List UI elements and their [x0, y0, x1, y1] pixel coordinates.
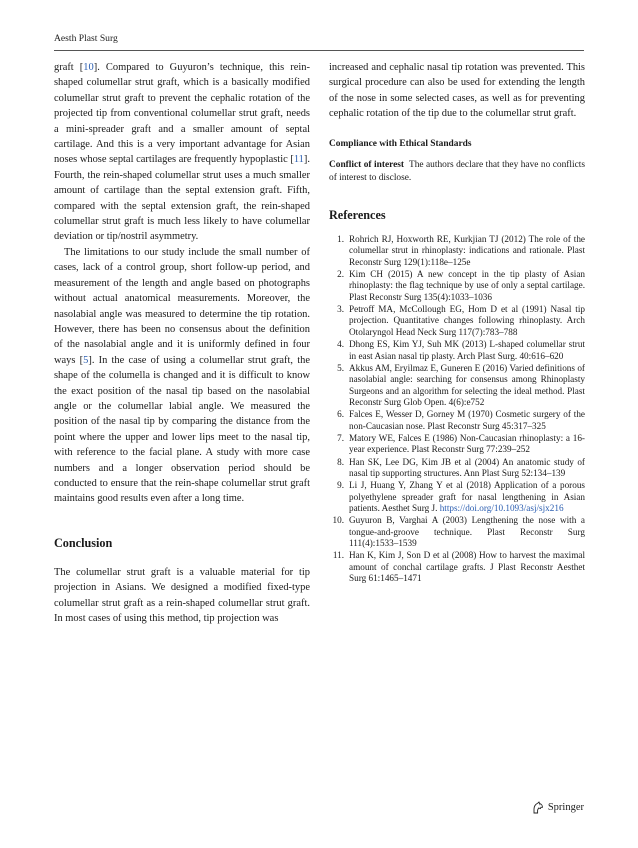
reference-number: 11. [332, 550, 344, 561]
reference-text: Falces E, Wesser D, Gorney M (1970) Cosmetic surgery of the non-Caucasian nose. Plast Reconstr Surg 45:317–325 [349, 409, 585, 431]
reference-number: 5. [337, 362, 344, 373]
reference-item [329, 515, 585, 550]
coi-label: Conflict of interest [329, 159, 405, 170]
coi-text: The authors declare that they have no conflicts of interest to disclose. [329, 159, 586, 183]
references-heading: References [329, 207, 386, 222]
reference-number: 10. [332, 515, 344, 526]
reference-item [329, 339, 585, 362]
reference-number: 1. [337, 233, 344, 244]
conflict-of-interest [329, 159, 585, 185]
reference-text: Matory WE, Falces E (1986) Non-Caucasian rhinoplasty: a 16-year experience. Plast Reconstr Surg 77:239–252 [349, 432, 585, 455]
reference-item [329, 480, 585, 515]
reference-item [329, 457, 585, 480]
right-column [329, 60, 585, 586]
ethics-heading: Compliance with Ethical Standards [329, 138, 472, 149]
conclusion-continuation: increased and cephalic nasal tip rotation was prevented. This surgical procedure can also be used for extending the length of the nose in some selected cases, as well as for preventing cephalic rotation of the tip due to the columellar strut graft. [329, 62, 585, 120]
reference-item [329, 550, 585, 585]
citation-link-11[interactable]: 11 [293, 154, 304, 166]
reference-number: 3. [337, 303, 344, 314]
reference-text: Rohrich RJ, Hoxworth RE, Kurkjian TJ (2012) The role of the columellar strut in rhinoplasty: indications and rationale. Plast Reconstr Surg 129(1):118e–125e [349, 233, 585, 267]
citation-link-5[interactable]: 5 [83, 354, 89, 366]
reference-number: 4. [337, 339, 344, 350]
springer-horse-icon [532, 801, 544, 814]
reference-item [329, 304, 585, 339]
reference-text: Petroff MA, McCollough EG, Hom D et al (1991) Nasal tip projection. Quantitative changes following rhinoplasty. Arch Otolaryngol Head Neck Surg 117(7):783–788 [349, 303, 585, 337]
reference-text: Li J, Huang Y, Zhang Y et al (2018) Application of a porous polyethylene spreader graft for nasal lengthening in Asian patients. Aesthet Surg J. [349, 480, 585, 514]
reference-text: Guyuron B, Varghai A (2003) Lengthening the nose with a tongue-and-groove technique. Plast Reconstr Surg 111(4):1533–1539 [349, 515, 585, 549]
discussion-paragraph-2: The limitations to our study include the small number of cases, lack of a control group, short follow-up period, and measurement of the length and angle based on photographs without actual anatomical measurements. Moreover, the nasolabial angle was measured to determine the tip rotation. However, there has been no consensus about the definition of the nasolabial angle and it is uniformly defined in four ways [5]. In the case of using a columellar strut graft, the shape of the columella is changed and it is difficult to know the exact position of the nasal tip based on the nasolabial angle or the columellar labial angle. We measured the position of the nasal tip by comparing the distance from the point where the upper and lower lips meet to the nasal tip, with reference to the facial plane. A study with more case numbers and a longer observation period should be conducted to ensure that the rein-shape columellar strut graft maintains good results even after a long time. [54, 246, 310, 505]
conclusion-paragraph: The columellar strut graft is a valuable material for tip projection in Asians. We designed a modified fixed-type columellar strut graft as a rein-shaped columellar strut graft. In most cases of using this method, tip projection was [54, 566, 310, 624]
reference-text: Han K, Kim J, Son D et al (2008) How to harvest the maximal amount of conchal cartilage grafts. J Plast Reconstr Aesthet Surg 61:1465–1471 [349, 550, 585, 584]
references-list [329, 234, 585, 585]
reference-item [329, 433, 585, 456]
reference-number: 7. [337, 432, 344, 443]
reference-text: Akkus AM, Eryilmaz E, Guneren E (2016) Varied definitions of nasolabial angle: searching for consensus among Rhinoplasty Surgeons and an algorithm for selecting the ideal method. Plast Reconstr Surg Glob Open. 4(6):e752 [349, 362, 585, 408]
reference-item [329, 234, 585, 269]
discussion-paragraph-1: graft [10]. Compared to Guyuron’s technique, this rein-shaped columellar strut graft, which is a basically modified columellar strut graft to prevent the cephalic rotation of the projected tip from conventional columellar strut graft, needs a mini-spreader graft and a smaller amount of septal cartilage. And this is a very important advantage for Asian noses whose septal cartilages are frequently hypoplastic [11]. Fourth, the rein-shaped columellar strut uses a much smaller amount of cartilage than the septal extension graft. Fifth, compared with the septal extension graft, the rein-shaped columellar strut graft is much less likely to have columellar deviation or tip/nostril asymmetry. [54, 62, 310, 243]
reference-text: Dhong ES, Kim YJ, Suh MK (2013) L-shaped columellar strut in east Asian nasal tip plasty. Arch Plast Surg. 40:616–620 [349, 339, 585, 361]
conclusion-heading: Conclusion [54, 535, 113, 550]
citation-link-10[interactable]: 10 [83, 62, 94, 73]
left-column [54, 60, 310, 626]
reference-number: 8. [337, 456, 344, 467]
reference-number: 2. [337, 268, 344, 279]
running-header: Aesth Plast Surg [54, 33, 118, 44]
reference-number: 6. [337, 409, 344, 420]
reference-text: Kim CH (2015) A new concept in the tip plasty of Asian rhinoplasty: the flag technique by use of only a septal cartilage. Plast Reconstr Surg 135(4):1033–1036 [349, 268, 585, 302]
reference-text: Han SK, Lee DG, Kim JB et al (2004) An anatomic study of nasal tip supporting structures. Ann Plast Surg 52:134–139 [349, 456, 585, 479]
header-rule [54, 50, 584, 51]
reference-number: 9. [337, 480, 344, 491]
reference-item [329, 363, 585, 409]
reference-item [329, 409, 585, 432]
publisher-logo [532, 801, 584, 814]
publisher-name: Springer [547, 802, 584, 813]
reference-item [329, 269, 585, 304]
reference-doi-link[interactable]: https://doi.org/10.1093/asj/sjx216 [439, 503, 564, 514]
